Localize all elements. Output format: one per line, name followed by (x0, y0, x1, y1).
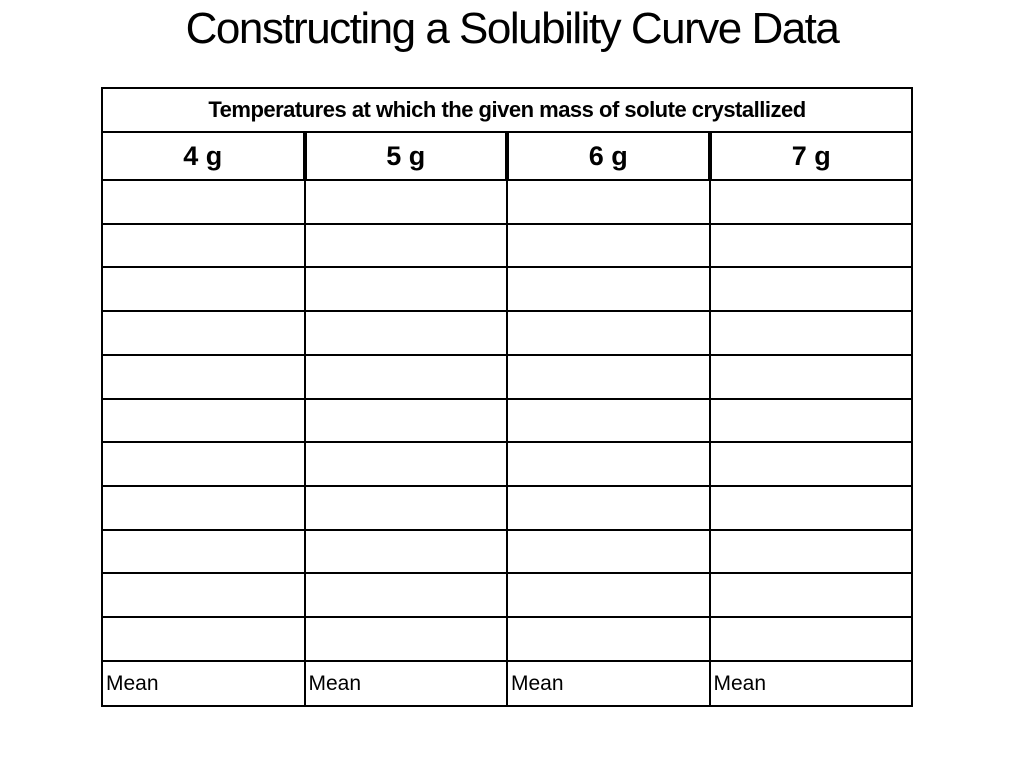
column-header-row (102, 132, 912, 180)
empty-cell (102, 399, 305, 443)
table-row (102, 224, 912, 268)
empty-cell (305, 224, 508, 268)
column-header-4-g: 4 g (102, 132, 305, 180)
empty-cell (102, 617, 305, 661)
empty-cell (305, 267, 508, 311)
empty-cell (305, 442, 508, 486)
empty-cell (102, 486, 305, 530)
empty-cell (710, 355, 913, 399)
empty-cell (507, 399, 710, 443)
empty-cell (305, 530, 508, 574)
empty-cell (305, 355, 508, 399)
page-title: Constructing a Solubility Curve Data (185, 4, 839, 53)
empty-cell (305, 311, 508, 355)
empty-cell (507, 530, 710, 574)
table-row (102, 180, 912, 224)
empty-cell (710, 486, 913, 530)
empty-cell (102, 311, 305, 355)
empty-cell (710, 311, 913, 355)
empty-cell (305, 617, 508, 661)
mean-row (102, 661, 912, 706)
empty-cell (710, 180, 913, 224)
table-caption: Temperatures at which the given mass of solute crystallized (102, 88, 912, 132)
data-table (101, 87, 913, 707)
empty-cell (102, 180, 305, 224)
empty-cell (305, 399, 508, 443)
table-row (102, 530, 912, 574)
empty-cell (507, 442, 710, 486)
empty-cell (710, 442, 913, 486)
empty-cell (102, 442, 305, 486)
column-header-5-g: 5 g (305, 132, 508, 180)
column-header-6-g: 6 g (507, 132, 710, 180)
table-row (102, 267, 912, 311)
empty-cell (710, 530, 913, 574)
table-caption-row (102, 88, 912, 132)
empty-cell (102, 530, 305, 574)
empty-cell (305, 180, 508, 224)
mean-cell: Mean (710, 661, 913, 706)
empty-cell (507, 267, 710, 311)
empty-cell (305, 573, 508, 617)
empty-cell (102, 573, 305, 617)
mean-cell: Mean (305, 661, 508, 706)
empty-cell (710, 399, 913, 443)
empty-cell (102, 224, 305, 268)
empty-cell (710, 224, 913, 268)
empty-cell (507, 311, 710, 355)
table-row (102, 486, 912, 530)
table-row (102, 442, 912, 486)
empty-cell (710, 617, 913, 661)
empty-cell (102, 267, 305, 311)
empty-cell (102, 355, 305, 399)
empty-cell (507, 486, 710, 530)
empty-cell (710, 267, 913, 311)
empty-cell (507, 573, 710, 617)
empty-cell (710, 573, 913, 617)
column-header-7-g: 7 g (710, 132, 913, 180)
empty-cell (507, 355, 710, 399)
empty-cell (507, 617, 710, 661)
table-row (102, 573, 912, 617)
mean-cell: Mean (507, 661, 710, 706)
empty-cell (507, 224, 710, 268)
empty-cell (305, 486, 508, 530)
table-row (102, 617, 912, 661)
table-row (102, 311, 912, 355)
empty-cell (507, 180, 710, 224)
table-row (102, 355, 912, 399)
table-body (102, 180, 912, 661)
mean-cell: Mean (102, 661, 305, 706)
table-row (102, 399, 912, 443)
